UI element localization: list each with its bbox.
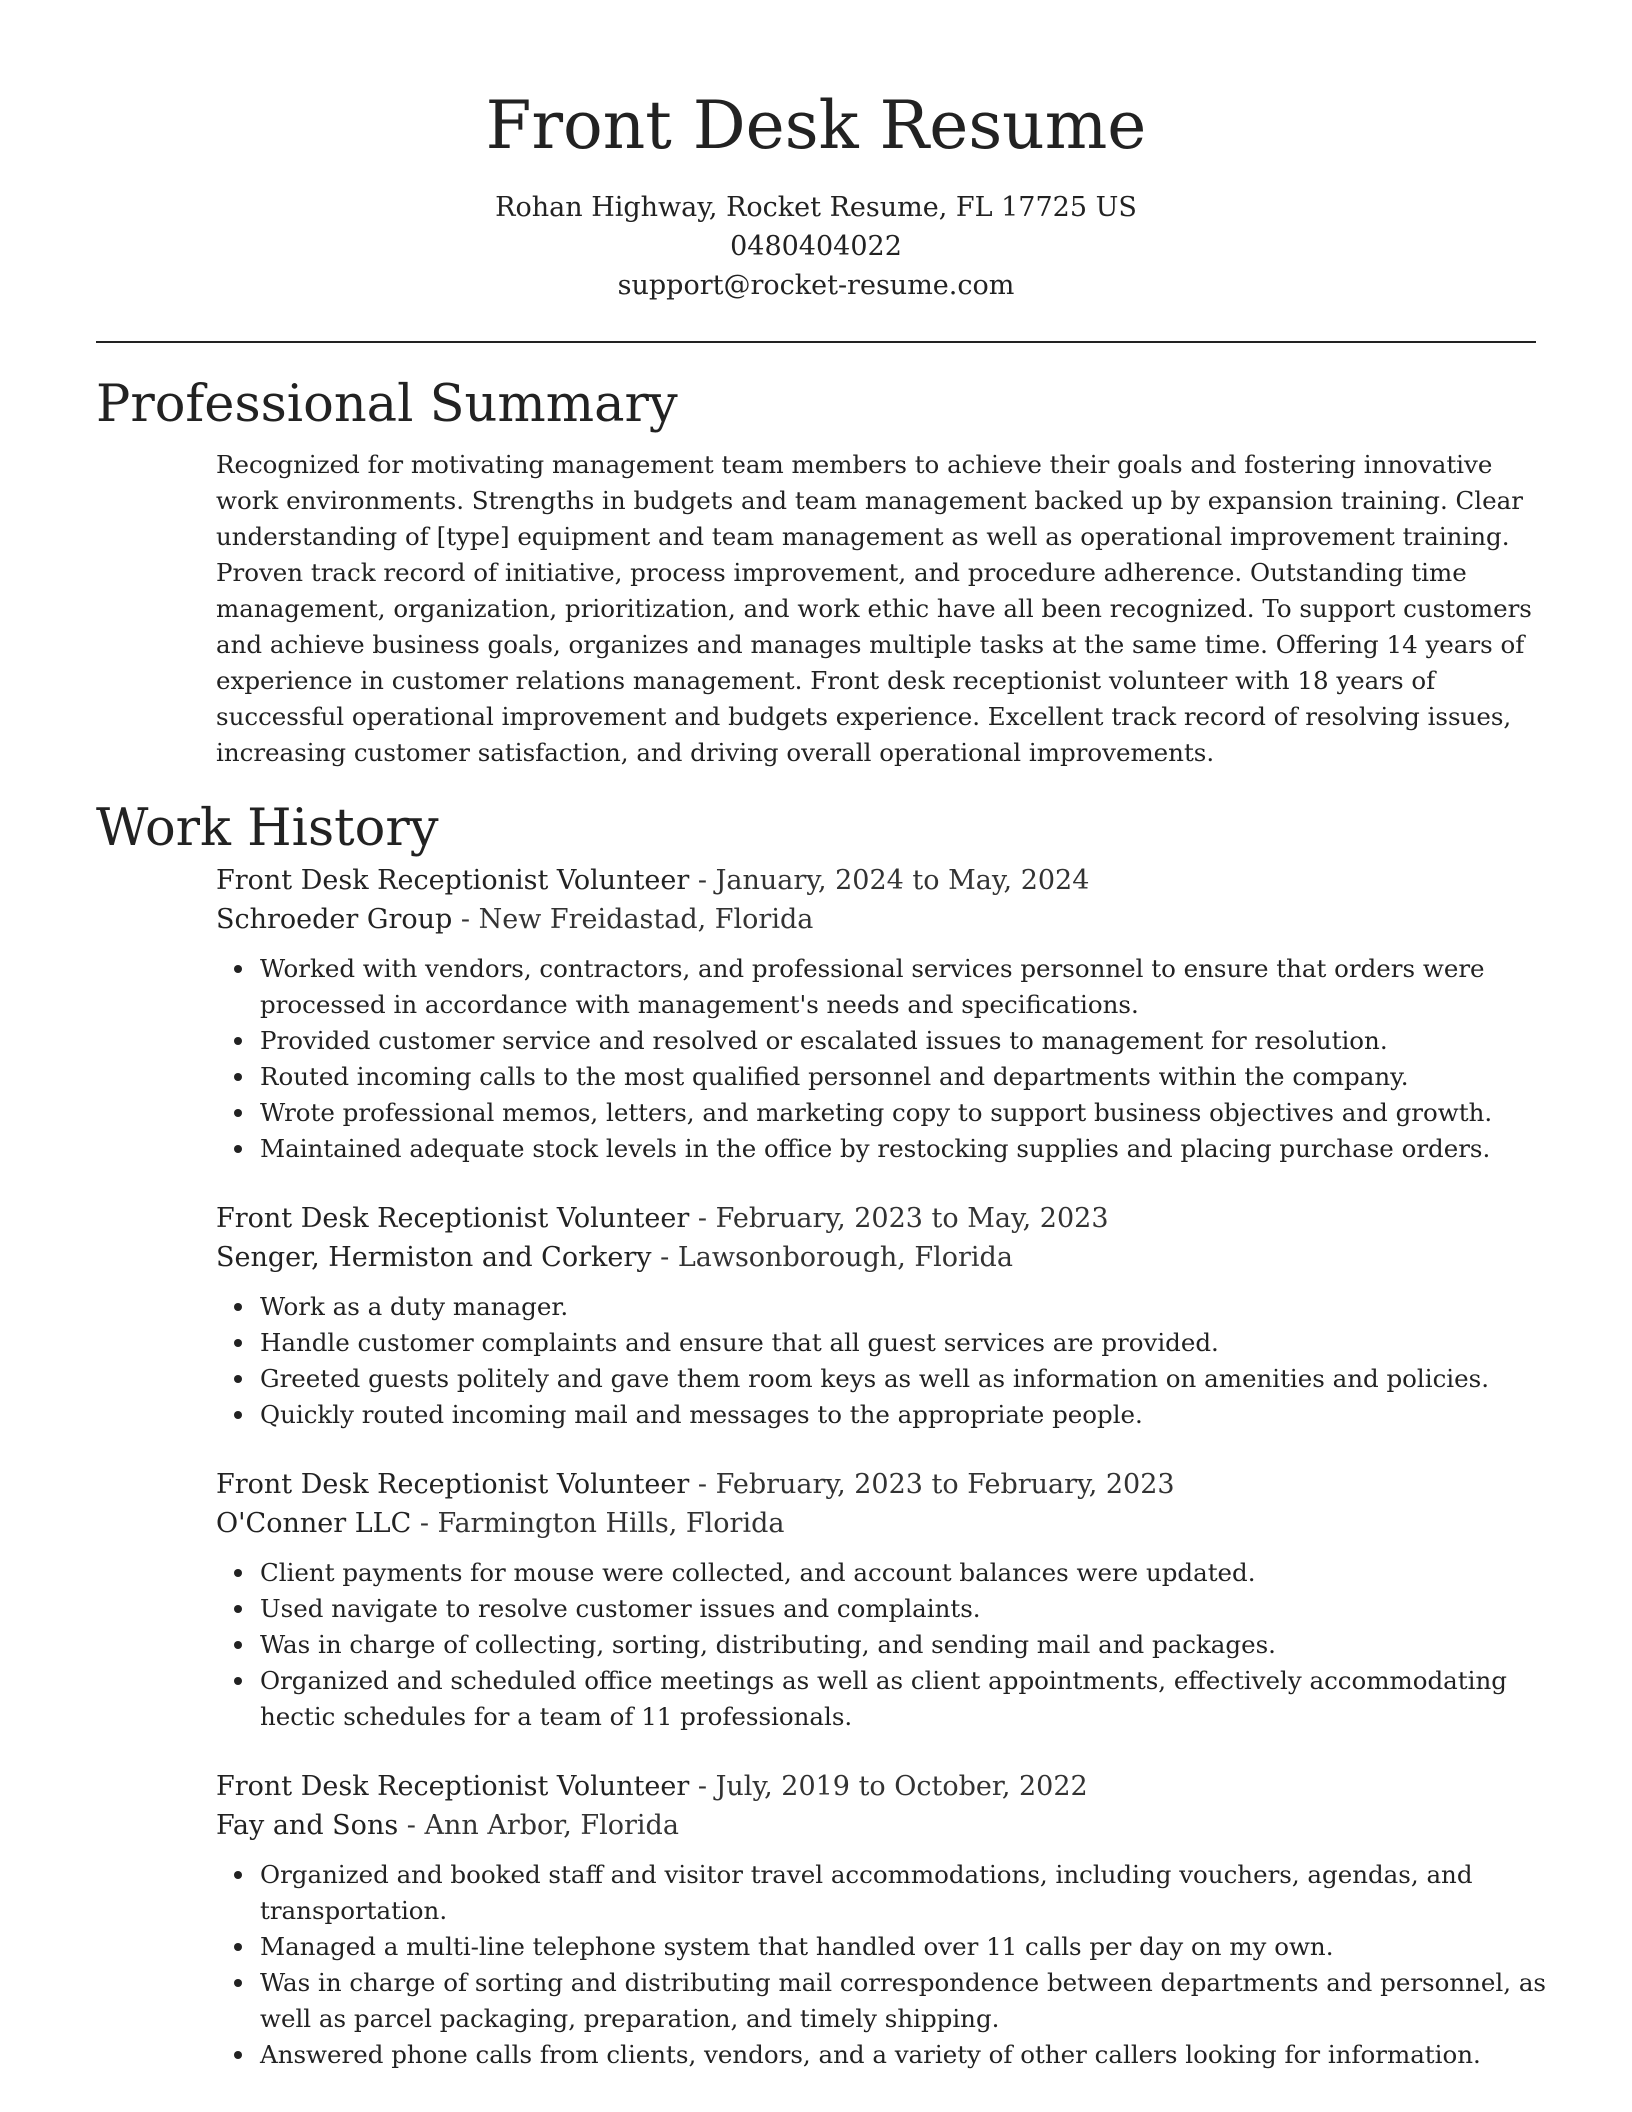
resume-title: Front Desk Resume	[485, 87, 1147, 164]
resume-page	[96, 0, 1546, 2073]
job-bullet: Used navigate to resolve customer issues and complaints.	[260, 1591, 1570, 1627]
job-bullet-list	[216, 951, 1570, 1167]
job-title: Front Desk Receptionist Volunteer	[216, 1469, 690, 1500]
job-separator: -	[689, 865, 716, 896]
job-company: O'Conner LLC	[216, 1508, 412, 1539]
job-separator: -	[411, 1508, 438, 1539]
job-bullet: Maintained adequate stock levels in the office by restocking supplies and placing purchase orders.	[260, 1131, 1570, 1167]
work-history-section	[216, 861, 1546, 2073]
job-location: Lawsonborough, Florida	[677, 1242, 1013, 1273]
summary-section	[216, 447, 1536, 771]
job-separator: -	[689, 1469, 716, 1500]
job-bullet: Quickly routed incoming mail and messages to the appropriate people.	[260, 1397, 1570, 1433]
work-history-heading: Work History	[96, 799, 439, 858]
job-dates: February, 2023 to February, 2023	[715, 1469, 1175, 1500]
job-header-line	[216, 1465, 1536, 1504]
job-separator: -	[398, 1810, 425, 1841]
job-dates: January, 2024 to May, 2024	[715, 865, 1090, 896]
job-header-line	[216, 861, 1536, 900]
job-separator: -	[689, 1203, 716, 1234]
job-title: Front Desk Receptionist Volunteer	[216, 1203, 690, 1234]
job-bullet: Routed incoming calls to the most qualified personnel and departments within the company.	[260, 1059, 1570, 1095]
job-header-line	[216, 1767, 1536, 1806]
job-bullet-list	[216, 1555, 1570, 1735]
summary-text: Recognized for motivating management team members to achieve their goals and fostering innovative work environments. Strengths in budgets and team management backed up by expansion training. Clear understanding of [type] equipment and team management as well as operational improvement training. Proven track record of initiative, process improvement, and procedure adherence. Outstanding time management, organization, prioritization, and work ethic have all been recognized. To support customers and achieve business goals, organizes and manages multiple tasks at the same time. Offering 14 years of experience in customer relations management. Front desk receptionist volunteer with 18 years of successful operational improvement and budgets experience. Excellent track record of resolving issues, increasing customer satisfaction, and driving overall operational improvements.	[216, 450, 1532, 767]
job-bullet: Was in charge of collecting, sorting, distributing, and sending mail and packages.	[260, 1627, 1570, 1663]
job-bullet: Greeted guests politely and gave them room keys as well as information on amenities and policies.	[260, 1361, 1570, 1397]
contact-address: Rohan Highway, Rocket Resume, FL 17725 US	[495, 192, 1137, 223]
job-company-line	[216, 1504, 1536, 1543]
job-bullet: Organized and booked staff and visitor travel accommodations, including vouchers, agendas, and transportation.	[260, 1857, 1570, 1929]
job-dates: February, 2023 to May, 2023	[715, 1203, 1109, 1234]
header-divider	[96, 341, 1536, 343]
resume-header	[96, 0, 1536, 305]
job-bullet: Work as a duty manager.	[260, 1289, 1570, 1325]
job-entry	[216, 1465, 1536, 1735]
job-bullet: Worked with vendors, contractors, and professional services personnel to ensure that orders were processed in accordance with management's needs and specifications.	[260, 951, 1570, 1023]
job-bullet: Managed a multi-line telephone system that handled over 11 calls per day on my own.	[260, 1929, 1570, 1965]
job-bullet-list	[216, 1289, 1570, 1433]
job-company-line	[216, 900, 1536, 939]
job-title: Front Desk Receptionist Volunteer	[216, 865, 690, 896]
job-entry	[216, 1767, 1546, 2073]
contact-email: support@rocket-resume.com	[617, 270, 1015, 301]
job-header-line	[216, 1199, 1536, 1238]
job-bullet: Was in charge of sorting and distributing mail correspondence between departments and personnel, as well as parcel packaging, preparation, and timely shipping.	[260, 1965, 1570, 2037]
job-bullet: Provided customer service and resolved or escalated issues to management for resolution.	[260, 1023, 1570, 1059]
job-entry	[216, 861, 1536, 1167]
job-location: New Freidastad, Florida	[478, 904, 814, 935]
contact-phone: 0480404022	[730, 231, 902, 262]
job-location: Farmington Hills, Florida	[437, 1508, 785, 1539]
job-location: Ann Arbor, Florida	[424, 1810, 679, 1841]
job-separator: -	[689, 1771, 716, 1802]
job-company-line	[216, 1238, 1536, 1277]
job-company-line	[216, 1806, 1536, 1845]
job-bullet: Client payments for mouse were collected, and account balances were updated.	[260, 1555, 1570, 1591]
job-bullet: Organized and scheduled office meetings as well as client appointments, effectively accommodating hectic schedules for a team of 11 professionals.	[260, 1663, 1570, 1735]
job-company: Schroeder Group	[216, 904, 453, 935]
job-bullet-list	[216, 1857, 1570, 2073]
job-bullet: Answered phone calls from clients, vendors, and a variety of other callers looking for information.	[260, 2037, 1570, 2073]
job-title: Front Desk Receptionist Volunteer	[216, 1771, 690, 1802]
job-entry	[216, 1199, 1536, 1433]
job-bullet: Handle customer complaints and ensure that all guest services are provided.	[260, 1325, 1570, 1361]
job-separator: -	[452, 904, 479, 935]
job-dates: July, 2019 to October, 2022	[715, 1771, 1088, 1802]
job-company: Fay and Sons	[216, 1810, 399, 1841]
job-separator: -	[651, 1242, 678, 1273]
summary-heading: Professional Summary	[96, 375, 678, 434]
job-company: Senger, Hermiston and Corkery	[216, 1242, 652, 1273]
job-bullet: Wrote professional memos, letters, and marketing copy to support business objectives and growth.	[260, 1095, 1570, 1131]
